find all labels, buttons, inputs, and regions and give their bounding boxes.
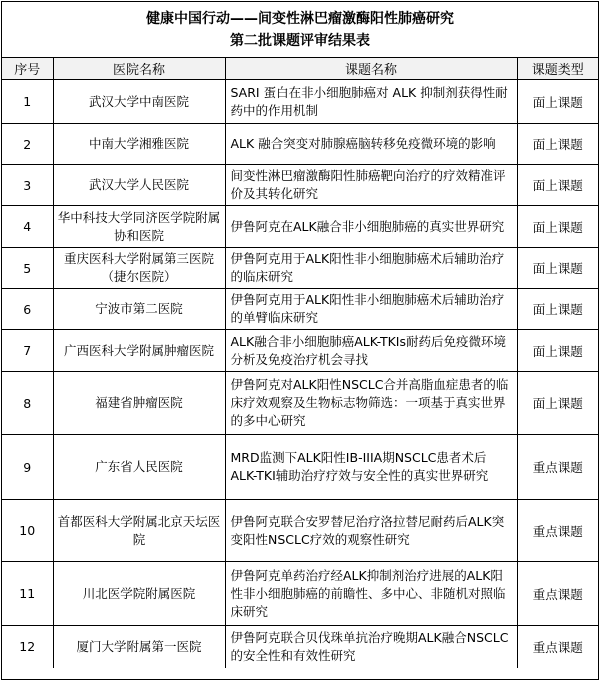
topic-type: 重点课题 xyxy=(517,562,598,626)
topic-name: 伊鲁阿克用于ALK阳性非小细胞肺癌术后辅助治疗的单臂临床研究 xyxy=(225,289,517,330)
topic-name: 伊鲁阿克单药治疗经ALK抑制剂治疗进展的ALK阳性非小细胞肺癌的前瞻性、多中心、非随机对照临床研究 xyxy=(225,562,517,626)
table-row xyxy=(2,330,598,372)
table-header-row xyxy=(2,58,598,80)
topic-type: 面上课题 xyxy=(517,124,598,165)
column-header-hospital: 医院名称 xyxy=(53,58,225,80)
row-number: 8 xyxy=(2,372,53,435)
topic-name: 伊鲁阿克用于ALK阳性非小细胞肺癌术后辅助治疗的临床研究 xyxy=(225,248,517,289)
table-row xyxy=(2,562,598,626)
hospital-name: 武汉大学中南医院 xyxy=(53,80,225,124)
topic-type: 面上课题 xyxy=(517,80,598,124)
topic-name: MRD监测下ALK阳性IB-IIIA期NSCLC患者术后ALK-TKI辅助治疗疗效与安全性的真实世界研究 xyxy=(225,435,517,500)
topic-type: 面上课题 xyxy=(517,289,598,330)
topic-type: 面上课题 xyxy=(517,372,598,435)
results-table xyxy=(2,58,598,668)
topic-type: 重点课题 xyxy=(517,500,598,562)
hospital-name: 华中科技大学同济医学院附属协和医院 xyxy=(53,206,225,248)
row-number: 12 xyxy=(2,626,53,668)
topic-type: 面上课题 xyxy=(517,330,598,372)
row-number: 2 xyxy=(2,124,53,165)
row-number: 3 xyxy=(2,165,53,206)
topic-type: 面上课题 xyxy=(517,165,598,206)
table-row xyxy=(2,248,598,289)
column-header-number: 序号 xyxy=(2,58,53,80)
table-row xyxy=(2,372,598,435)
topic-name: 伊鲁阿克联合安罗替尼治疗洛拉替尼耐药后ALK突变阳性NSCLC疗效的观察性研究 xyxy=(225,500,517,562)
title-line-2: 第二批课题评审结果表 xyxy=(230,32,370,49)
topic-name: 伊鲁阿克在ALK融合非小细胞肺癌的真实世界研究 xyxy=(225,206,517,248)
topic-name: 伊鲁阿克联合贝伐珠单抗治疗晚期ALK融合NSCLC的安全性和有效性研究 xyxy=(225,626,517,668)
row-number: 6 xyxy=(2,289,53,330)
hospital-name: 重庆医科大学附属第三医院（捷尔医院） xyxy=(53,248,225,289)
hospital-name: 武汉大学人民医院 xyxy=(53,165,225,206)
topic-name: ALK融合非小细胞肺癌ALK-TKIs耐药后免疫微环境分析及免疫治疗机会寻找 xyxy=(225,330,517,372)
table-row xyxy=(2,80,598,124)
topic-name: 伊鲁阿克对ALK阳性NSCLC合并高脂血症患者的临床疗效观察及生物标志物筛选：一项基于真实世界的多中心研究 xyxy=(225,372,517,435)
title-line-1: 健康中国行动——间变性淋巴瘤激酶阳性肺癌研究 xyxy=(146,10,454,27)
row-number: 9 xyxy=(2,435,53,500)
topic-type: 面上课题 xyxy=(517,206,598,248)
hospital-name: 中南大学湘雅医院 xyxy=(53,124,225,165)
results-document xyxy=(1,1,599,680)
topic-type: 重点课题 xyxy=(517,626,598,668)
hospital-name: 广西医科大学附属肿瘤医院 xyxy=(53,330,225,372)
hospital-name: 厦门大学附属第一医院 xyxy=(53,626,225,668)
row-number: 10 xyxy=(2,500,53,562)
hospital-name: 广东省人民医院 xyxy=(53,435,225,500)
table-row xyxy=(2,124,598,165)
table-row xyxy=(2,500,598,562)
row-number: 4 xyxy=(2,206,53,248)
hospital-name: 川北医学院附属医院 xyxy=(53,562,225,626)
hospital-name: 宁波市第二医院 xyxy=(53,289,225,330)
hospital-name: 福建省肿瘤医院 xyxy=(53,372,225,435)
topic-type: 重点课题 xyxy=(517,435,598,500)
column-header-topic: 课题名称 xyxy=(225,58,517,80)
document-title xyxy=(2,2,598,58)
row-number: 5 xyxy=(2,248,53,289)
hospital-name: 首都医科大学附属北京天坛医院 xyxy=(53,500,225,562)
topic-name: SARI 蛋白在非小细胞肺癌对 ALK 抑制剂获得性耐药中的作用机制 xyxy=(225,80,517,124)
topic-type: 面上课题 xyxy=(517,248,598,289)
table-row xyxy=(2,165,598,206)
table-row xyxy=(2,206,598,248)
row-number: 1 xyxy=(2,80,53,124)
topic-name: ALK 融合突变对肺腺癌脑转移免疫微环境的影响 xyxy=(225,124,517,165)
row-number: 7 xyxy=(2,330,53,372)
table-row xyxy=(2,435,598,500)
column-header-type: 课题类型 xyxy=(517,58,598,80)
table-row xyxy=(2,289,598,330)
table-row xyxy=(2,626,598,668)
topic-name: 间变性淋巴瘤激酶阳性肺癌靶向治疗的疗效精准评价及其转化研究 xyxy=(225,165,517,206)
row-number: 11 xyxy=(2,562,53,626)
